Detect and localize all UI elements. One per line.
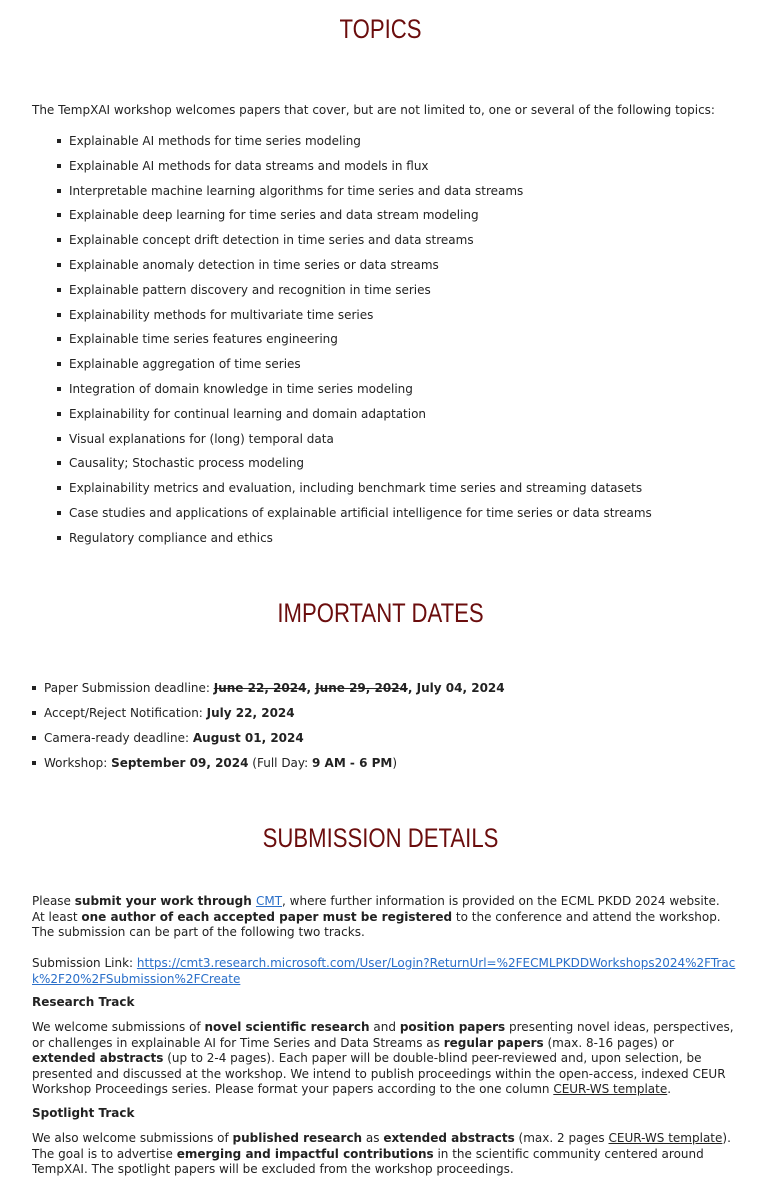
research-track-text — [32, 1020, 736, 1098]
date-note-close: ) — [392, 756, 398, 770]
dates-title: IMPORTANT DATES — [277, 598, 484, 628]
date-note: (Full Day: — [248, 756, 312, 770]
list-item: Visual explanations for (long) temporal data — [55, 429, 652, 454]
list-item: Explainability for continual learning and domain adaptation — [55, 404, 652, 429]
date-new: July 04, 2024 — [416, 681, 505, 695]
separator: , — [407, 681, 417, 695]
list-item: Regulatory compliance and ethics — [55, 528, 652, 553]
emphasis: submit your work through — [74, 894, 256, 908]
date-value: July 22, 2024 — [206, 706, 295, 720]
topics-list — [55, 131, 652, 553]
text: , where further information is provided on the ECML PKDD 2024 website. At least — [32, 894, 720, 924]
date-time: 9 AM - 6 PM — [312, 756, 393, 770]
emphasis: one author of each accepted paper must be registered — [81, 909, 453, 924]
emphasis: extended abstracts — [32, 1051, 164, 1065]
emphasis: position papers — [399, 1020, 506, 1034]
text: . — [667, 1082, 672, 1096]
text: presenting novel ideas, perspectives, or challenges in explainable AI for Time Series and Data Streams as — [32, 1020, 734, 1050]
date-value: September 09, 2024 — [111, 756, 249, 770]
topics-intro: The TempXAI workshop welcomes papers that cover, but are not limited to, one or several of the following topics: — [32, 103, 715, 117]
text: in the scientific community centered around TempXAI. The spotlight papers will be excluded from the workshop proceedings. — [32, 1146, 704, 1176]
list-item: Explainable AI methods for data streams and models in flux — [55, 156, 652, 181]
list-item: Causality; Stochastic process modeling — [55, 453, 652, 478]
spotlight-track-text — [32, 1131, 736, 1178]
submission-link — [32, 956, 736, 987]
list-item: Case studies and applications of explainable artificial intelligence for time series or data streams — [55, 503, 652, 528]
list-item: Explainable concept drift detection in time series and data streams — [55, 230, 652, 255]
text: as — [362, 1131, 384, 1145]
ceur-template-link[interactable]: CEUR-WS template — [608, 1131, 723, 1145]
link-label: Submission Link: — [32, 956, 137, 970]
text: (up to 2-4 pages). Each paper will be double-blind peer-reviewed and, upon selection, be presented and discussed at the workshop. We intend to publish proceedings within the open-access, indexed CEUR Workshop Proceedings series. Please format your papers according to the one column — [32, 1051, 726, 1096]
text: to the conference and attend the workshop. The submission can be part of the following two tracks. — [32, 909, 721, 939]
list-item: Explainable anomaly detection in time series or data streams — [55, 255, 652, 280]
date-notification — [30, 703, 505, 728]
ceur-template-link[interactable]: CEUR-WS template — [553, 1082, 668, 1096]
text: and — [369, 1020, 400, 1034]
list-item: Explainable AI methods for time series modeling — [55, 131, 652, 156]
text: (max. 8-16 pages) or — [543, 1035, 674, 1050]
list-item: Explainable pattern discovery and recognition in time series — [55, 280, 652, 305]
text: We also welcome submissions of — [32, 1131, 233, 1145]
submission-intro — [32, 894, 736, 941]
date-value: August 01, 2024 — [192, 731, 304, 745]
spotlight-track-heading: Spotlight Track — [32, 1106, 135, 1120]
topics-title: TOPICS — [339, 14, 422, 44]
date-label: Workshop: — [44, 756, 112, 770]
date-workshop — [30, 753, 505, 778]
emphasis: emerging and impactful contributions — [176, 1146, 434, 1161]
text: (max. 2 pages — [514, 1131, 609, 1145]
list-item: Explainable time series features engineering — [55, 329, 652, 354]
date-old-2: June 29, 2024 — [315, 681, 408, 695]
date-paper-submission — [30, 678, 505, 703]
cmt-link[interactable]: CMT — [255, 894, 283, 908]
date-label: Camera-ready deadline: — [44, 731, 193, 745]
date-camera-ready — [30, 728, 505, 753]
emphasis: published research — [232, 1131, 363, 1145]
emphasis: novel scientific research — [204, 1020, 370, 1034]
list-item: Interpretable machine learning algorithms for time series and data streams — [55, 181, 652, 206]
submission-title: SUBMISSION DETAILS — [262, 823, 499, 853]
list-item: Explainable aggregation of time series — [55, 354, 652, 379]
date-label: Accept/Reject Notification: — [44, 706, 207, 720]
dates-list — [30, 678, 505, 778]
research-track-heading: Research Track — [32, 995, 135, 1009]
text: ). The goal is to advertise — [32, 1131, 731, 1161]
list-item: Explainability methods for multivariate time series — [55, 305, 652, 330]
list-item: Explainable deep learning for time series and data stream modeling — [55, 205, 652, 230]
date-label: Paper Submission deadline: — [44, 681, 214, 695]
text: Please — [32, 894, 75, 908]
separator: , — [306, 681, 316, 695]
list-item: Integration of domain knowledge in time series modeling — [55, 379, 652, 404]
emphasis: regular papers — [443, 1035, 544, 1050]
submission-url-link[interactable]: https://cmt3.research.microsoft.com/User/Login?ReturnUrl=%2FECMLPKDDWorkshops2024%2FTrack%2F20%2FSubmission%2FCreate — [32, 956, 736, 986]
list-item: Explainability metrics and evaluation, including benchmark time series and streaming datasets — [55, 478, 652, 503]
date-old-1: June 22, 2024 — [213, 681, 307, 695]
emphasis: extended abstracts — [383, 1131, 515, 1145]
text: We welcome submissions of — [32, 1020, 205, 1034]
